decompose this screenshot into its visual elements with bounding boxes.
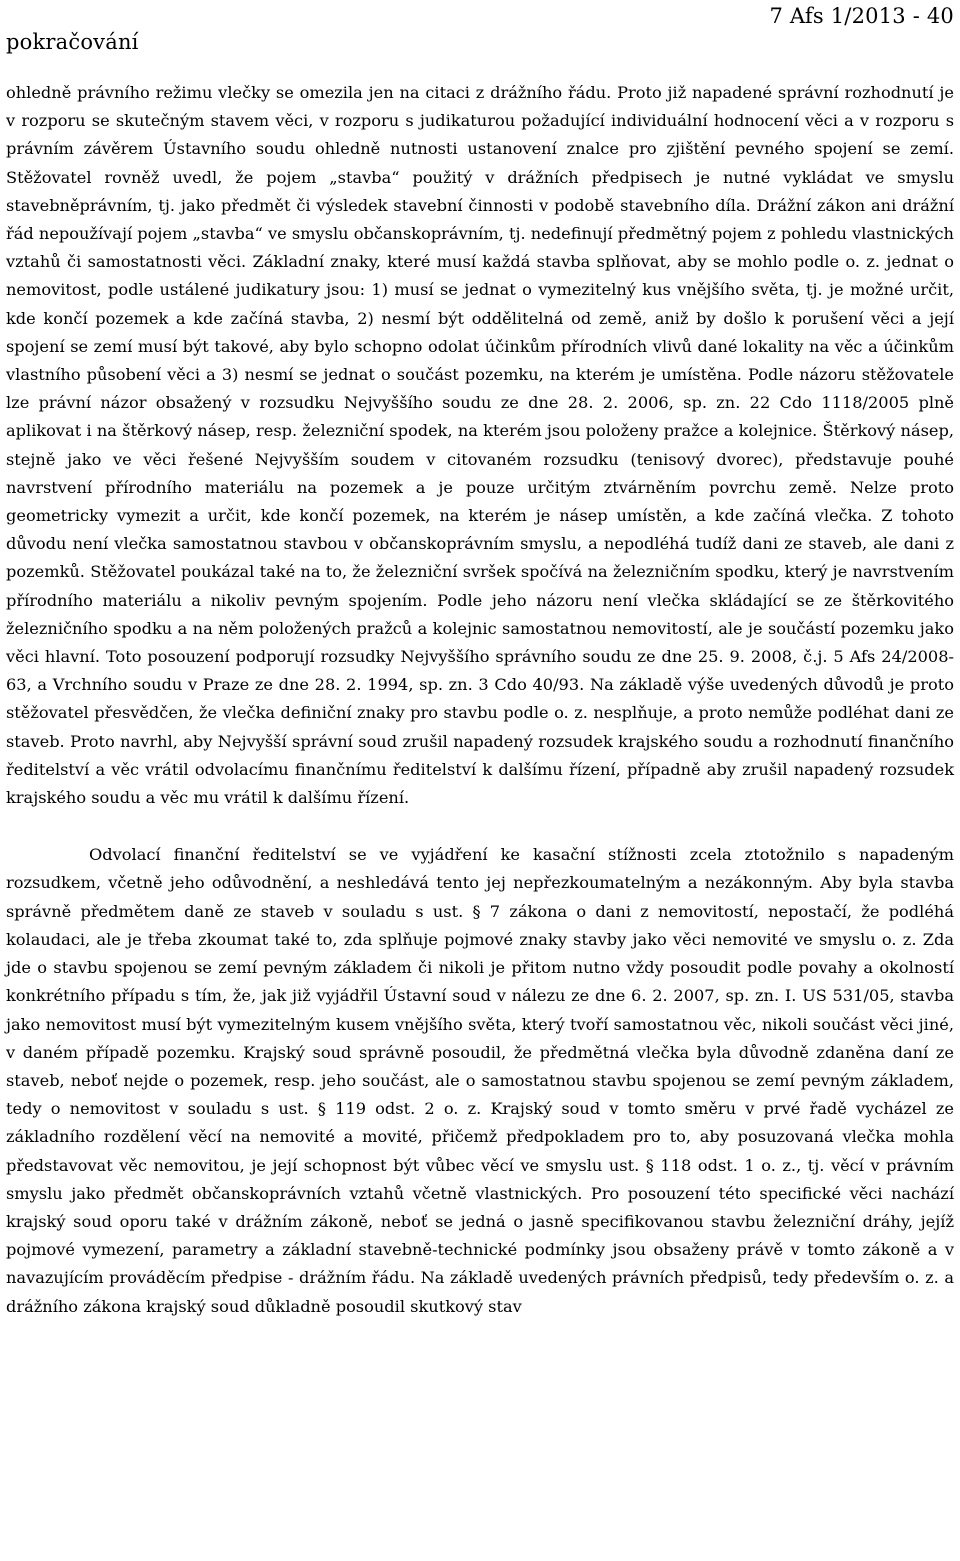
body-paragraph-1: ohledně právního režimu vlečky se omezila jen na citaci z drážního řádu. Proto již napadené správní rozhodnutí je v rozporu se skutečným stavem věci, v rozporu s judikaturou požadující individuální hodnocení věci a v rozporu s právním závěrem Ústavního soudu ohledně nutnosti ustanovení znalce pro zjištění pevného spojení se zemí. Stěžovatel rovněž uvedl, že pojem „stavba“ použitý v drážních předpisech je nutné vykládat ve smyslu stavebněprávním, tj. jako předmět či výsledek stavební činnosti v podobě stavebního díla. Drážní zákon ani drážní řád nepoužívají pojem „stavba“ ve smyslu občanskoprávním, tj. nedefinují předmětný pojem z pohledu vlastnických vztahů či samostatnosti věci. Základní znaky, které musí každá stavba splňovat, aby se mohlo podle o. z. jednat o nemovitost, podle ustálené judikatury jsou: 1) musí se jednat o vymezitelný kus vnějšího světa, tj. je možné určit, kde končí pozemek a kde začíná stavba, 2) nesmí být oddělitelná od země, aniž by došlo k porušení věci a její spojení se zemí musí být takové, aby bylo schopno odolat účinkům přírodních vlivů dané lokality na věc a účinkům vlastního působení věci a 3) nesmí se jednat o součást pozemku, na kterém je umístěna. Podle názoru stěžovatele lze právní názor obsažený v rozsudku Nejvyššího soudu ze dne 28. 2. 2006, sp. zn. 22 Cdo 1118/2005 plně aplikovat i na štěrkový násep, resp. železniční spodek, na kterém jsou položeny pražce a kolejnice. Štěrkový násep, stejně jako ve věci řešené Nejvyšším soudem v citovaném rozsudku (tenisový dvorec), představuje pouhé navrstvení přírodního materiálu na pozemek a je pouze určitým ztvárněním povrchu země. Nelze proto geometricky vymezit a určit, kde končí pozemek, na kterém je násep umístěn, a kde začíná vlečka. Z tohoto důvodu není vlečka samostatnou stavbou v občanskoprávním smyslu, a nepodléhá tudíž dani ze staveb, ale dani z pozemků. Stěžovatel poukázal také na to, že železniční svršek spočívá na železničním spodku, který je navrstvením přírodního materiálu a nikoliv pevným spojením. Podle jeho názoru není vlečka skládající se ze štěrkovitého železničního spodku a na něm položených pražců a kolejnic samostatnou nemovitostí, ale je součástí pozemku jako věci hlavní. Toto posouzení podporují rozsudky Nejvyššího správního soudu ze dne 25. 9. 2008, č.j. 5 Afs 24/2008-63, a Vrchního soudu v Praze ze dne 28. 2. 1994, sp. zn. 3 Cdo 40/93. Na základě výše uvedených důvodů je proto stěžovatel přesvědčen, že vlečka definiční znaky pro stavbu podle o. z. nesplňuje, a proto nemůže podléhat dani ze staveb. Proto navrhl, aby Nejvyšší správní soud zrušil napadený rozsudek krajského soudu a rozhodnutí finančního ředitelství a věc vrátil odvolacímu finančnímu ředitelství k dalšímu řízení, případně aby zrušil napadený rozsudek krajského soudu a věc mu vrátil k dalšímu řízení.: [6, 83, 954, 808]
case-number: 7 Afs 1/2013 - 40: [769, 4, 954, 28]
continuation-label: pokračování: [6, 30, 139, 54]
page-header: [6, 0, 954, 72]
body-paragraph-2: Odvolací finanční ředitelství se ve vyjádření ke kasační stížnosti zcela ztotožnilo s napadeným rozsudkem, včetně jeho odůvodnění, a neshledává tento jej nepřezkoumatelným a nezákonným. Aby byla stavba správně předmětem daně ze staveb v souladu s ust. § 7 zákona o dani z nemovitostí, nepostačí, že podléhá kolaudaci, ale je třeba zkoumat také to, zda splňuje pojmové znaky stavby jako věci nemovité ve smyslu o. z. Zda jde o stavbu spojenou se zemí pevným základem či nikoli je přitom nutno vždy posoudit podle povahy a okolností konkrétního případu s tím, že, jak již vyjádřil Ústavní soud v nálezu ze dne 6. 2. 2007, sp. zn. I. US 531/05, stavba jako nemovitost musí být vymezitelným kusem vnějšího světa, který tvoří samostatnou věc, nikoli součást věci jiné, v daném případě pozemku. Krajský soud správně posoudil, že předmětná vlečka byla důvodně zdaněna daní ze staveb, neboť nejde o pozemek, resp. jeho součást, ale o samostatnou stavbu spojenou se zemí pevným základem, tedy o nemovitost v souladu s ust. § 119 odst. 2 o. z. Krajský soud v tomto směru v prvé řadě vycházel ze základního rozdělení věcí na nemovité a movité, přičemž předpokladem pro to, aby posuzovaná vlečka mohla představovat věc nemovitou, je její schopnost být vůbec věcí ve smyslu ust. § 118 odst. 1 o. z., tj. věcí v právním smyslu jako předmět občanskoprávních vztahů včetně vlastnických. Pro posouzení této specifické věci nachází krajský soud oporu také v drážním zákoně, neboť se jedná o jasně specifikovanou stavbu železniční dráhy, jejíž pojmové vymezení, parametry a základní stavebně-technické podmínky jsou obsaženy právě v tomto zákoně a v navazujícím prováděcím předpise - drážním řádu. Na základě uvedených právních předpisů, tedy především o. z. a drážního zákona krajský soud důkladně posoudil skutkový stav: [6, 845, 954, 1316]
